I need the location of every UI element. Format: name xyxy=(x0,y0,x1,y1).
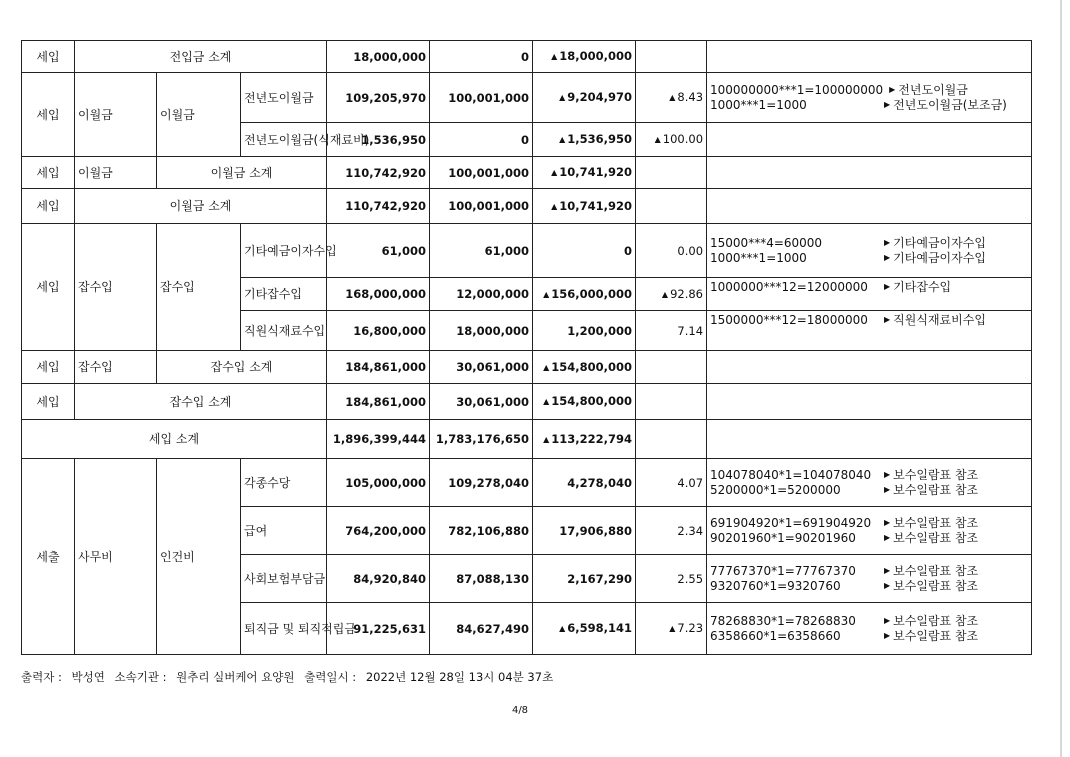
budget-amount: 1,896,399,444 xyxy=(327,420,430,459)
subgroup-cell: 이월금 xyxy=(157,73,241,157)
decrease-marker-icon: ▲ xyxy=(559,624,566,633)
pointer-arrow-icon: ▶ xyxy=(884,485,891,494)
item-cell: 전년도이월금 xyxy=(241,73,327,123)
diff-amount: ▲ 154,800,000 xyxy=(533,384,636,420)
diff-percent: 7.14 xyxy=(636,311,707,351)
prev-amount: 109,278,040 xyxy=(430,459,533,507)
decrease-marker-icon: ▲ xyxy=(669,93,676,102)
item-cell: 각종수당 xyxy=(241,459,327,507)
page-edge-shadow xyxy=(1060,0,1062,757)
memo-line: 1000***1=1000 ▶ 기타예금이자수입 xyxy=(710,251,986,265)
memo-line: 100000000***1=100000000 ▶ 전년도이월금 xyxy=(710,83,968,97)
print-footer xyxy=(21,669,559,685)
prev-amount: 87,088,130 xyxy=(430,555,533,603)
budget-amount: 84,920,840 xyxy=(327,555,430,603)
group-cell: 잡수입 xyxy=(75,224,157,351)
diff-percent: ▲ 100.00 xyxy=(636,123,707,157)
item-cell: 사회보험부담금 xyxy=(241,555,327,603)
budget-amount: 110,742,920 xyxy=(327,157,430,189)
pointer-arrow-icon: ▶ xyxy=(889,85,896,94)
prev-amount: 100,001,000 xyxy=(430,157,533,189)
memo-cell xyxy=(707,384,1032,420)
memo-line: 77767370*1=77767370 ▶ 보수일람표 참조 xyxy=(710,564,979,578)
diff-percent xyxy=(636,41,707,73)
decrease-marker-icon: ▲ xyxy=(543,362,550,372)
diff-amount: ▲ 9,204,970 xyxy=(533,73,636,123)
diff-percent: ▲ 92.86 xyxy=(636,278,707,311)
diff-amount: ▲ 154,800,000 xyxy=(533,351,636,384)
budget-amount: 110,742,920 xyxy=(327,189,430,224)
budget-amount: 105,000,000 xyxy=(327,459,430,507)
memo-line: 5200000*1=5200000 ▶ 보수일람표 참조 xyxy=(710,483,979,497)
budget-comparison-table xyxy=(21,40,1032,655)
memo-cell xyxy=(707,41,1032,73)
pointer-arrow-icon: ▶ xyxy=(884,616,891,625)
diff-amount: ▲ 6,598,141 xyxy=(533,603,636,655)
memo-line: 90201960*1=90201960 ▶ 보수일람표 참조 xyxy=(710,531,979,545)
diff-percent: 2.34 xyxy=(636,507,707,555)
group-cell: 사무비 xyxy=(75,459,157,655)
pointer-arrow-icon: ▶ xyxy=(884,253,891,262)
budget-amount: 764,200,000 xyxy=(327,507,430,555)
table-row xyxy=(22,189,1032,224)
prev-amount: 1,783,176,650 xyxy=(430,420,533,459)
diff-percent: ▲ 8.43 xyxy=(636,73,707,123)
memo-cell xyxy=(707,278,1032,311)
memo-line: 6358660*1=6358660 ▶ 보수일람표 참조 xyxy=(710,629,979,643)
diff-percent: 2.55 xyxy=(636,555,707,603)
diff-percent xyxy=(636,384,707,420)
printed-at-label: 출력일시 : xyxy=(304,670,357,684)
memo-cell xyxy=(707,189,1032,224)
memo-cell xyxy=(707,73,1032,123)
category-cell: 세입 xyxy=(22,41,75,73)
pointer-arrow-icon: ▶ xyxy=(884,581,891,590)
budget-amount: 18,000,000 xyxy=(327,41,430,73)
decrease-marker-icon: ▲ xyxy=(551,201,558,211)
category-cell: 세출 xyxy=(22,459,75,655)
decrease-marker-icon: ▲ xyxy=(551,52,558,61)
pointer-arrow-icon: ▶ xyxy=(884,100,891,109)
category-cell: 세입 xyxy=(22,351,75,384)
item-cell: 급여 xyxy=(241,507,327,555)
total-label: 세입 소계 xyxy=(22,420,327,459)
diff-percent xyxy=(636,351,707,384)
category-cell: 세입 xyxy=(22,224,75,351)
subtotal-label: 이월금 소계 xyxy=(75,189,327,224)
memo-cell xyxy=(707,603,1032,655)
prev-amount: 18,000,000 xyxy=(430,311,533,351)
diff-amount: ▲ 156,000,000 xyxy=(533,278,636,311)
decrease-marker-icon: ▲ xyxy=(559,93,566,102)
subtotal-label: 잡수입 소계 xyxy=(75,384,327,420)
item-cell: 직원식재료수입 xyxy=(241,311,327,351)
diff-amount: 0 xyxy=(533,224,636,278)
memo-line: 9320760*1=9320760 ▶ 보수일람표 참조 xyxy=(710,579,979,593)
budget-amount: 91,225,631 xyxy=(327,603,430,655)
pointer-arrow-icon: ▶ xyxy=(884,631,891,640)
decrease-marker-icon: ▲ xyxy=(654,135,661,144)
diff-amount: 17,906,880 xyxy=(533,507,636,555)
page-number: 4/8 xyxy=(511,705,529,716)
pointer-arrow-icon: ▶ xyxy=(884,470,891,479)
decrease-marker-icon: ▲ xyxy=(669,624,676,633)
diff-amount: 4,278,040 xyxy=(533,459,636,507)
subgroup-cell: 인건비 xyxy=(157,459,241,655)
prev-amount: 782,106,880 xyxy=(430,507,533,555)
memo-line: 1000***1=1000 ▶ 전년도이월금(보조금) xyxy=(710,98,1007,112)
category-cell: 세입 xyxy=(22,73,75,157)
table-row xyxy=(22,420,1032,459)
item-cell: 퇴직금 및 퇴직적립금 xyxy=(241,603,327,655)
prev-amount: 100,001,000 xyxy=(430,189,533,224)
budget-amount: 61,000 xyxy=(327,224,430,278)
table-row xyxy=(22,224,1032,278)
prev-amount: 30,061,000 xyxy=(430,351,533,384)
subgroup-cell: 잡수입 xyxy=(157,224,241,351)
diff-amount: 2,167,290 xyxy=(533,555,636,603)
group-cell: 이월금 xyxy=(75,157,157,189)
prev-amount: 84,627,490 xyxy=(430,603,533,655)
memo-cell xyxy=(707,555,1032,603)
memo-line: 15000***4=60000 ▶ 기타예금이자수입 xyxy=(710,236,986,250)
decrease-marker-icon: ▲ xyxy=(559,135,566,144)
budget-amount: 16,800,000 xyxy=(327,311,430,351)
table-row xyxy=(22,157,1032,189)
decrease-marker-icon: ▲ xyxy=(551,168,558,177)
diff-amount: ▲ 10,741,920 xyxy=(533,157,636,189)
group-cell: 이월금 xyxy=(75,73,157,157)
decrease-marker-icon: ▲ xyxy=(543,289,550,299)
subtotal-label: 전입금 소계 xyxy=(75,41,327,73)
item-cell: 기타잡수입 xyxy=(241,278,327,311)
table-row xyxy=(22,351,1032,384)
memo-cell xyxy=(707,157,1032,189)
memo-cell xyxy=(707,311,1032,351)
prev-amount: 12,000,000 xyxy=(430,278,533,311)
budget-amount: 184,861,000 xyxy=(327,384,430,420)
pointer-arrow-icon: ▶ xyxy=(884,533,891,542)
pointer-arrow-icon: ▶ xyxy=(884,238,891,247)
item-cell: 전년도이월금(식재료비) xyxy=(241,123,327,157)
prev-amount: 0 xyxy=(430,41,533,73)
diff-amount: ▲ 1,536,950 xyxy=(533,123,636,157)
subtotal-label: 잡수입 소계 xyxy=(157,351,327,384)
budget-amount: 1,536,950 xyxy=(327,123,430,157)
diff-percent: 4.07 xyxy=(636,459,707,507)
diff-percent xyxy=(636,157,707,189)
table-row xyxy=(22,384,1032,420)
diff-amount: 1,200,000 xyxy=(533,311,636,351)
memo-cell xyxy=(707,123,1032,157)
diff-percent: 0.00 xyxy=(636,224,707,278)
budget-amount: 109,205,970 xyxy=(327,73,430,123)
memo-line: 78268830*1=78268830 ▶ 보수일람표 참조 xyxy=(710,614,979,628)
memo-cell xyxy=(707,459,1032,507)
memo-line: 691904920*1=691904920 ▶ 보수일람표 참조 xyxy=(710,516,979,530)
budget-amount: 168,000,000 xyxy=(327,278,430,311)
table-row xyxy=(22,459,1032,507)
printed-at: 2022년 12월 28일 13시 04분 37초 xyxy=(365,670,554,684)
table-row xyxy=(22,41,1032,73)
printer-label: 출력자 : xyxy=(21,670,62,684)
category-cell: 세입 xyxy=(22,189,75,224)
table-row xyxy=(22,73,1032,123)
diff-percent: ▲ 7.23 xyxy=(636,603,707,655)
memo-cell xyxy=(707,351,1032,384)
prev-amount: 100,001,000 xyxy=(430,73,533,123)
prev-amount: 0 xyxy=(430,123,533,157)
prev-amount: 61,000 xyxy=(430,224,533,278)
org-label: 소속기관 : xyxy=(114,670,167,684)
pointer-arrow-icon: ▶ xyxy=(884,314,891,324)
category-cell: 세입 xyxy=(22,384,75,420)
memo-line: 1500000***12=18000000 ▶ 직원식재료비수입 xyxy=(710,312,986,327)
pointer-arrow-icon: ▶ xyxy=(884,518,891,527)
group-cell: 잡수입 xyxy=(75,351,157,384)
category-cell: 세입 xyxy=(22,157,75,189)
memo-cell xyxy=(707,420,1032,459)
org-name: 원추리 실버케어 요양원 xyxy=(176,670,295,684)
diff-amount: ▲ 113,222,794 xyxy=(533,420,636,459)
diff-amount: ▲ 18,000,000 xyxy=(533,41,636,73)
decrease-marker-icon: ▲ xyxy=(543,397,550,406)
memo-cell xyxy=(707,507,1032,555)
pointer-arrow-icon: ▶ xyxy=(884,281,891,291)
printer-name: 박성연 xyxy=(71,670,105,684)
prev-amount: 30,061,000 xyxy=(430,384,533,420)
decrease-marker-icon: ▲ xyxy=(543,434,550,444)
diff-percent xyxy=(636,420,707,459)
pointer-arrow-icon: ▶ xyxy=(884,566,891,575)
memo-line: 104078040*1=104078040 ▶ 보수일람표 참조 xyxy=(710,468,979,482)
diff-amount: ▲ 10,741,920 xyxy=(533,189,636,224)
decrease-marker-icon: ▲ xyxy=(661,289,669,299)
memo-cell xyxy=(707,224,1032,278)
item-cell: 기타예금이자수입 xyxy=(241,224,327,278)
memo-line: 1000000***12=12000000 ▶ 기타잡수입 xyxy=(710,279,952,294)
subtotal-label: 이월금 소계 xyxy=(157,157,327,189)
diff-percent xyxy=(636,189,707,224)
budget-amount: 184,861,000 xyxy=(327,351,430,384)
